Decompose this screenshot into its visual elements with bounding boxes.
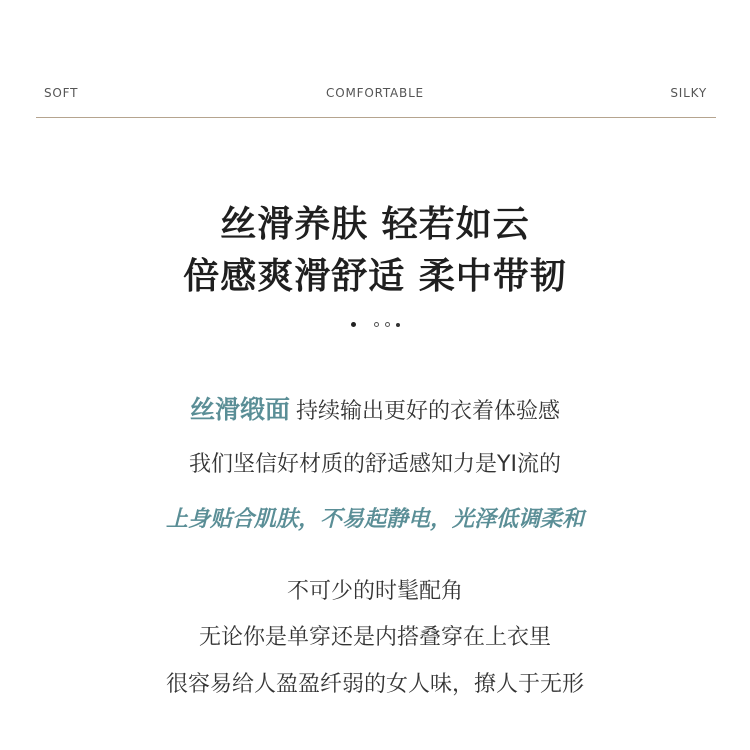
headline-line-2: 倍感爽滑舒适 柔中带韧 (183, 256, 567, 297)
label-silky: SILKY (670, 86, 707, 100)
intro-title: 丝滑缎面 (189, 395, 290, 424)
headline-line-1: 丝滑养肤 轻若如云 (220, 204, 530, 245)
dot-icon (396, 323, 400, 327)
dot-icon (385, 322, 390, 327)
dot-icon (374, 322, 379, 327)
paragraph-line-2: 无论你是单穿还是内搭叠穿在上衣里 (198, 625, 551, 650)
label-soft: SOFT (44, 86, 79, 100)
intro-text: 持续输出更好的衣着体验感 (296, 399, 561, 424)
label-comfortable: COMFORTABLE (326, 86, 424, 100)
dot-icon (351, 322, 356, 327)
top-label-bar (0, 86, 750, 106)
decorative-dots (0, 322, 750, 332)
paragraph-line-1: 不可少的时髦配角 (286, 579, 463, 604)
belief-line: 我们坚信好材质的舒适感知力是YI流的 (189, 452, 561, 477)
paragraph-line-3: 很容易给人盈盈纤弱的女人味，撩人于无形 (165, 672, 584, 697)
intro-line (0, 390, 750, 426)
emphasis-line: 上身贴合肌肤，不易起静电，光泽低调柔和 (165, 507, 584, 532)
top-divider (36, 117, 716, 118)
